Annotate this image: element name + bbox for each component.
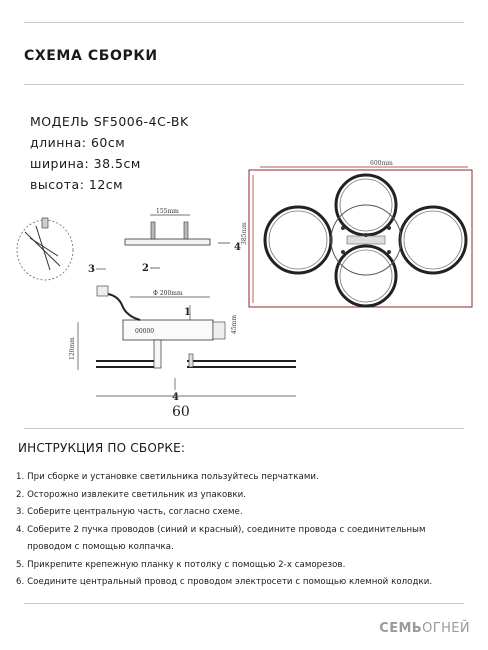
ring-left: [265, 207, 331, 273]
spec-length: длинна: 60см: [30, 135, 126, 150]
inset-wire-1: [25, 232, 60, 266]
instruction-step: проводом с помощью колпачка.: [16, 542, 174, 552]
step-label-3: 3: [88, 264, 95, 275]
page-title: СХЕМА СБОРКИ: [24, 48, 158, 64]
side-stem: [189, 354, 193, 367]
step-label-4-bottom: 4: [172, 392, 179, 403]
ceiling-plate: [125, 239, 210, 245]
inset-outline: [17, 220, 73, 280]
instruction-step: 1. При сборке и установке светильника пользуйтесь перчатками.: [16, 472, 319, 482]
ring-left-inner: [269, 211, 327, 269]
joint-2: [387, 226, 391, 230]
canopy-width-label: 155mm: [156, 208, 179, 215]
center-bar: [347, 236, 385, 244]
joint-5: [364, 233, 368, 237]
top-width-label: 600mm: [370, 160, 393, 167]
small-dim-label: 45mm: [231, 314, 238, 334]
inset-wire-2: [30, 238, 58, 256]
instruction-step: 2. Осторожно извлеките светильник из упаковки.: [16, 489, 247, 500]
joint-4: [387, 250, 391, 254]
wire-cable: [108, 294, 140, 320]
instructions-list: [16, 469, 476, 592]
ring-right: [400, 207, 466, 273]
wire-connector: [97, 286, 108, 296]
ring-right-inner: [404, 211, 462, 269]
brand-logo: [379, 621, 470, 636]
instruction-step: 5. Прикрепите крепежную планку к потолку с помощью 2-х саморезов.: [16, 559, 346, 570]
spec-model: МОДЕЛЬ SF5006-4C-BK: [30, 114, 189, 129]
side-view-diagram: [69, 208, 296, 420]
inset-cap: [42, 218, 48, 228]
stem: [154, 340, 161, 368]
top-view-diagram: [241, 160, 472, 307]
instruction-step: 3. Соберите центральную часть, согласно схеме.: [16, 507, 243, 517]
top-height-label: 385mm: [241, 222, 248, 245]
screw-right: [184, 222, 188, 239]
canopy-dia-label: Φ 200mm: [153, 290, 183, 297]
spec-width: ширина: 38.5см: [30, 156, 141, 171]
joint-1: [341, 226, 345, 230]
spec-height: высота: 12см: [30, 177, 124, 192]
screw-left: [151, 222, 155, 239]
inset-wire-3: [36, 226, 50, 270]
instruction-step: 4. Соберите 2 пучка проводов (синий и красный), соедините провода с соединительным: [16, 524, 426, 535]
instructions-title: ИНСТРУКЦИЯ ПО СБОРКЕ:: [18, 441, 186, 455]
box-code: 00000: [135, 328, 155, 335]
height-label: 120mm: [69, 337, 76, 360]
instruction-step: 6. Соедините центральный провод с проводом электросети с помощью клемной колодки.: [16, 577, 433, 587]
brand-logo-bold: СЕМЬ: [379, 621, 423, 636]
step-label-4-top: 4: [234, 242, 241, 253]
instructions-rule: [24, 428, 464, 429]
joint-3: [341, 250, 345, 254]
canopy-side-bracket: [213, 322, 225, 339]
ring-bottom-inner: [340, 250, 392, 302]
ring-bottom: [336, 246, 396, 306]
footer-rule: [24, 603, 464, 604]
brand-logo-light: ОГНЕЙ: [422, 621, 470, 636]
total-length-label: 60: [172, 404, 190, 420]
step-label-2: 2: [142, 263, 149, 274]
step-label-1: 1: [184, 307, 191, 318]
wire-detail-inset: [17, 218, 73, 280]
